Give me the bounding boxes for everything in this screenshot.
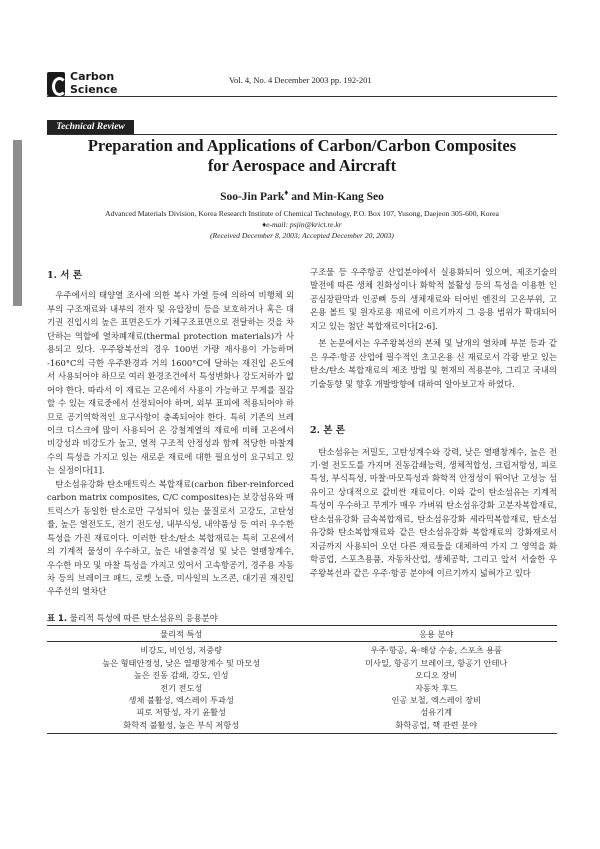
table-row [47,657,557,669]
table-cell: 오디오 장비 [415,670,458,681]
paragraph: 탄소섬유는 저밀도, 고탄성계수와 강력, 낮은 열팽창계수, 높은 전기·열 전도도를 가지며 진동감쇄능력, 생체적합성, 크립저항성, 피로특성, 부식특성, 마찰·마모특성과 화학적 안정성이 뛰어난 고성능 섬유이고 상대적으로 값비싼 재료이다. 이와 같이 탄소섬유는 기계적 특성이 우수하고 무게가 매우 가벼워 탄소섬유강화 고분자복합재료, 탄소섬유강화 금속복합재료, 탄소섬유강화 세라믹복합재료, 탄소섬유강화 탄소복합재료와 같은 탄소섬유강화 복합재료의 강화재로서 지금까지 사용되어 오던 다른 재료들을 대체하여 가지 그 영역을 화학공업, 스포츠용품, 자동차산업, 생체공학, 그리고 앞서 서술한 우주왕복선과 같은 우주·항공 분야에 이르기까지 넓혀가고 있다 [310,446,557,578]
corresponding-mark: ♦ [284,188,289,197]
header-rule [47,96,557,97]
journal-name: Carbon Science [70,70,118,96]
table-row [47,719,557,734]
applications-table [47,625,557,734]
section-heading: 1. 서 론 [47,270,82,281]
table-row [47,642,557,657]
article-title: Preparation and Applications of Carbon/Carbon Composites for Aerospace and Aircraft [87,136,517,175]
left-column [47,269,294,599]
table-cell: 자동차 후드 [415,682,458,693]
table-cell: 섬유기계 [420,707,453,718]
affiliation-block [47,208,557,241]
table-row [47,669,557,681]
table-row [47,682,557,694]
authors: Soo-Jin Park♦ and Min-Kang Seo [220,188,384,203]
table-header: 물리적 특성 [47,626,315,642]
table-cell: 피로 저항성, 자기 윤활성 [136,707,226,718]
table-cell: 전기 전도성 [160,682,203,693]
affiliation: Advanced Materials Division, Korea Research Institute of Chemical Technology, P.O. Box 107, Yusong, Daejeon 305-600, Korea [105,209,499,218]
table-cell: 높은 형태안정성, 낮은 열팽창계수 및 마모성 [102,657,261,668]
table-cell: 인공 보철, 엑스레이 장비 [391,695,481,706]
side-tab [13,140,22,306]
section-heading: 2. 본 론 [310,425,345,437]
table-cell: 화학적 불활성, 높은 부식 저항성 [47,719,315,734]
table-cell: 생체 불활성, 엑스레이 투과성 [128,695,234,706]
paragraph: 우주에서의 태양열 조사에 의한 복사 가열 등에 의하여 비행체 외부의 구조재료와 내부의 전자 및 유압장비 등을 보호하거나 혹은 대기권 진입시의 높은 표면온도가 기체구조표면으로 전달하는 것을 차단하는 역할에 열차폐재료(thermal protection materials)가 사용되고 있다. 우주왕복선의 경우 100번 가량 재사용이 가능하며 -160°C의 극한 우주환경과 거의 1600°C에 달하는 재진입 온도에서 사용되어야 하므로 여러 환경조건에서 특성변화나 강도저하가 없어야 한다. 따라서 이 재료는 고온에서 사용이 가능하고 무게를 절감할 수 있는 재료중에서 선정되어야 하며, 외부 표피에 적용되어야 하므로 공기역학적인 요구사항이 충족되어야 한다. 특히 기존의 브레이크 디스크에 많이 사용되어 온 강철계열의 재료에 비해 고온에서 비강성과 비강도가 높고, 열적 구조적 안정성과 함께 적당한 마찰계수의 특성을 가지고 있는 새로운 재료에 대한 필요성이 요구되고 있는 실정이다[1]. [47,290,294,476]
table-cell: 우주·항공, 육·해상 수송, 스포츠 용품 [370,645,502,656]
table-cell: 미사일, 항공기 브레이크, 항공기 안테나 [365,657,508,668]
table-row [47,706,557,718]
table-header: 응용 분야 [315,626,557,642]
received-dates: (Received December 8, 2003; Accepted December 20, 2003) [210,231,394,240]
paragraph: 탄소섬유강화 탄소매트릭스 복합재료(carbon fiber-reinforced carbon matrix composites, C/C composites)는 보강섬유와 매트릭스가 동일한 탄소로만 구성되어 있는 물질로서 고강도, 고탄성률, 높은 열전도도, 전기 전도성, 내부식성, 내약품성 등 여러 우수한 특성을 가진 재료이다. 이러한 탄소/탄소 복합재료는 특히 고온에서의 기계적 물성이 우수하고, 높은 내열충격성 및 낮은 열팽창계수, 우수한 마모 및 마찰 특성을 가지고 있어서 고속항공기, 경주용 자동차 등의 브레이크 패드, 로켓 노즐, 미사일의 노즈콘, 대기권 재진입 우주선의 열차단 [47,478,294,597]
carbon-logo-icon [47,72,65,96]
table-cell: 높은 진동 감쇄, 강도, 인성 [133,670,229,681]
table-cell: 비강도, 비인성, 저중량 [140,645,222,656]
table-header-row [47,626,557,642]
paragraph: 구조물 등 우주항공 산업분야에서 실용화되어 있으며, 제조기술의 발전에 따른 생체 친화성이나 화학적 불활성 등의 특성을 이용한 인공심장판막과 인공뼈 등의 생체재료와 터어빈 엔진의 고온부위, 고온용 볼트 및 원자로용 재료에 이르기까지 그 응용 범위가 확대되어지고 있는 첨단 복합재료이다[2-6]. [310,267,557,331]
section-label: Technical Review [47,120,134,134]
paragraph: 본 논문에서는 우주왕복선의 본체 및 날개의 열차폐 부분 등과 같은 우주·항공 산업에 필수적인 초고온용 신 재료로서 각광 받고 있는 탄소/탄소 복합재료의 제조 방법 및 현재의 적용분야, 그리고 국내의 기술동향 및 향후 개발방향에 대하여 알아보고자 하였다. [310,338,557,389]
right-column [310,266,557,580]
volume-info: Vol. 4, No. 4 December 2003 pp. 192-201 [229,75,372,85]
title-rule [47,134,557,135]
email: ♦e-mail: psjin@krict.re.kr [262,220,342,229]
table-cell: 화학공업, 핵 관련 분야 [315,719,557,734]
table-caption: 표 1. 물리적 특성에 따른 탄소섬유의 응용분야 [47,613,218,623]
table-row [47,694,557,706]
